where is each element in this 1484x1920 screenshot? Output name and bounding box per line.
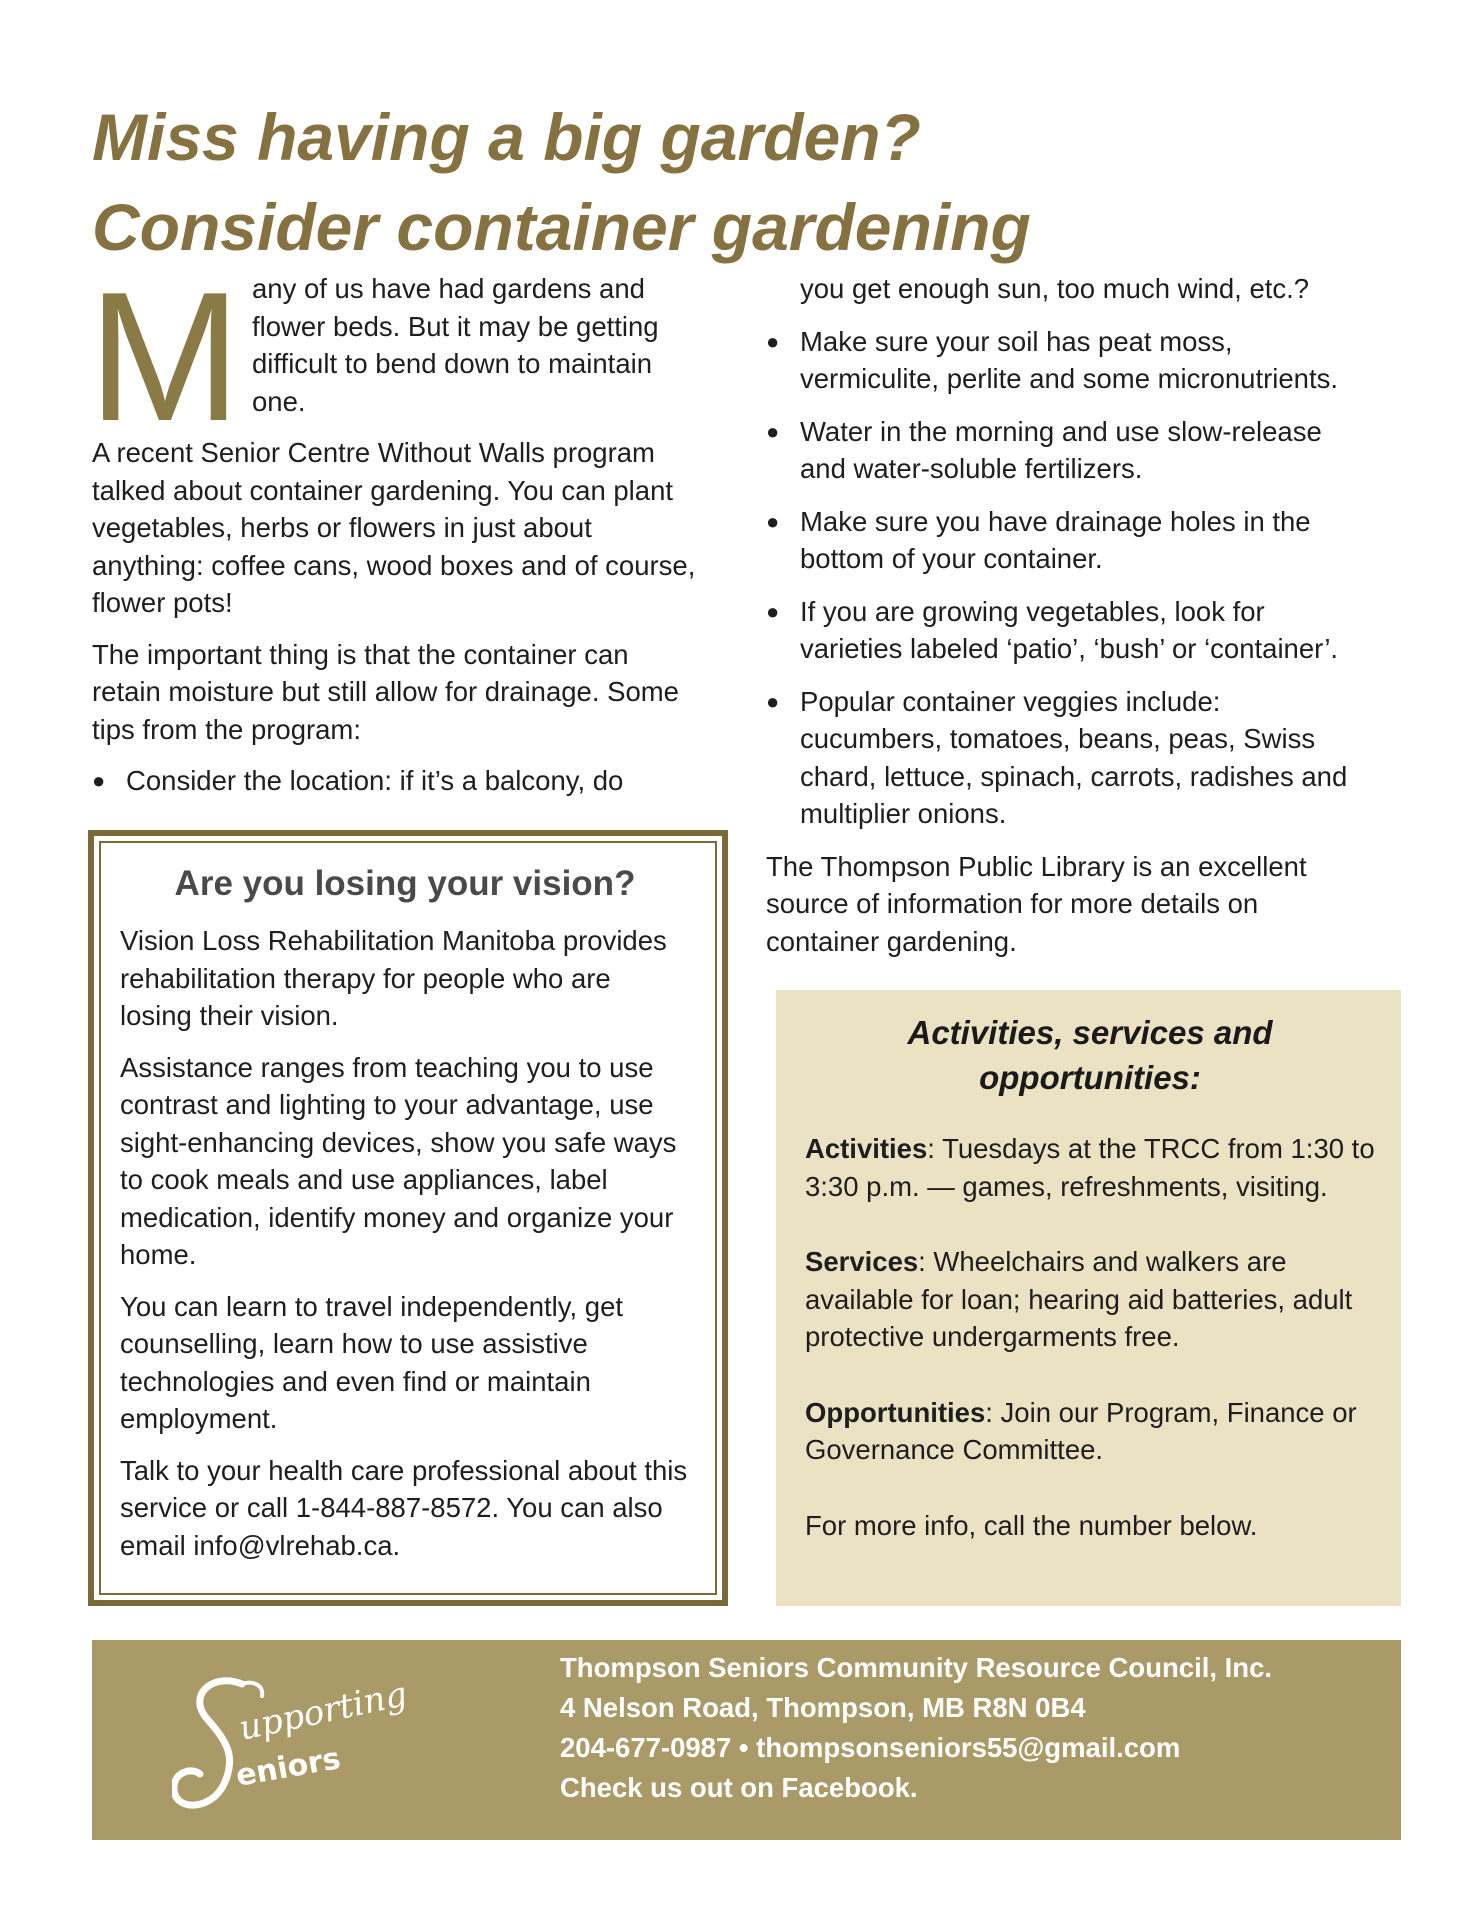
- article-paragraph-2: The important thing is that the container can retain moisture but still allow for drainage. Some tips from the program:: [92, 638, 679, 745]
- footer-contact-info: [560, 1648, 1380, 1808]
- list-item: [766, 683, 1366, 833]
- svg-text:eniors: eniors: [233, 1741, 344, 1794]
- tip-text: Make sure your soil has peat moss, vermiculite, perlite and some micronutrients.: [800, 325, 1338, 394]
- tip-1-end: you get enough sun, too much wind, etc.?: [800, 273, 1310, 304]
- tips-list: [766, 270, 1366, 833]
- vision-paragraph-4: Talk to your health care professional about this service or call 1-844-887-8572. You can also email info@vlrehab.ca.: [120, 1454, 688, 1561]
- vision-heading: Are you losing your vision?: [174, 864, 636, 903]
- tip-text: Water in the morning and use slow-release and water-soluble fertilizers.: [800, 415, 1322, 484]
- article-closing: The Thompson Public Library is an excellent source of information for more details on container gardening.: [766, 850, 1307, 957]
- bullet-icon: ●: [766, 328, 780, 354]
- list-item-continued: [766, 270, 1366, 308]
- footer-banner: [92, 1640, 1401, 1840]
- bullet-icon: ●: [92, 768, 106, 793]
- page-title: [92, 92, 1392, 272]
- footer-facebook: Check us out on Facebook.: [560, 1772, 918, 1803]
- activities-label: Activities: [805, 1133, 928, 1164]
- vision-paragraph-1: Vision Loss Rehabilitation Manitoba provides rehabilitation therapy for people who are losing their vision.: [120, 925, 667, 1031]
- tip-1-start: Consider the location: if it’s a balcony, do: [126, 765, 624, 796]
- article-left-column: [88, 253, 702, 815]
- article-right-column: [766, 270, 1366, 974]
- list-item: [766, 323, 1366, 398]
- title-line-1: Miss having a big garden?: [92, 100, 921, 174]
- intro-paragraph: [88, 253, 702, 459]
- intro-text: any of us have had gardens and flower beds. But it may be getting difficult to bend down to maintain one.: [252, 273, 659, 417]
- vision-sidebar: [88, 830, 728, 1606]
- activities-heading-line-2: opportunities:: [979, 1059, 1201, 1096]
- list-item: [766, 593, 1366, 668]
- footer-contact: 204-677-0987 • thompsonseniors55@gmail.com: [560, 1732, 1181, 1763]
- vision-paragraph-2: Assistance ranges from teaching you to use contrast and lighting to your advantage, use sight-enhancing devices, show you safe ways to cook meals and use appliances, label medication, identify money and organize your home.: [120, 1051, 677, 1270]
- more-info: For more info, call the number below.: [805, 1509, 1258, 1541]
- bullet-icon: ●: [766, 418, 780, 444]
- bullet-icon: ●: [766, 598, 780, 624]
- footer-organization: Thompson Seniors Community Resource Council, Inc.: [560, 1652, 1273, 1683]
- tip-text: Popular container veggies include: cucumbers, tomatoes, beans, peas, Swiss chard, lettuce, spinach, carrots, radishes and multiplier onions.: [800, 685, 1348, 829]
- footer-address: 4 Nelson Road, Thompson, MB R8N 0B4: [560, 1692, 1086, 1723]
- activities-sidebar: [776, 990, 1401, 1606]
- activities-text: : Tuesdays at the TRCC from 1:30 to 3:30 p.m. — games, refreshments, visiting.: [805, 1133, 1375, 1202]
- vision-content: [120, 862, 690, 1578]
- tips-list-start: [92, 762, 702, 800]
- activities-heading: [805, 1010, 1375, 1100]
- list-item: [766, 413, 1366, 488]
- services-item: [805, 1243, 1375, 1356]
- list-item: [766, 503, 1366, 578]
- bullet-icon: ●: [766, 688, 780, 714]
- activities-heading-line-1: Activities, services and: [907, 1014, 1273, 1051]
- opportunities-text: : Join our Program, Finance or Governance Committee.: [805, 1396, 1357, 1465]
- services-text: : Wheelchairs and walkers are available for loan; hearing aid batteries, adult protective undergarments free.: [805, 1246, 1353, 1352]
- title-line-2: Consider container gardening: [92, 190, 1031, 264]
- activities-item: [805, 1130, 1375, 1205]
- opportunities-item: [805, 1394, 1375, 1469]
- vision-paragraph-3: You can learn to travel independently, get counselling, learn how to use assistive technologies and even find or maintain employment.: [120, 1290, 624, 1434]
- tip-text: Make sure you have drainage holes in the bottom of your container.: [800, 505, 1311, 574]
- services-label: Services: [805, 1246, 919, 1277]
- bullet-icon: ●: [766, 508, 780, 534]
- opportunities-label: Opportunities: [805, 1396, 986, 1428]
- svg-text:upporting: upporting: [235, 1674, 411, 1749]
- drop-cap: M: [88, 253, 242, 459]
- activities-content: [805, 1010, 1375, 1582]
- tip-text: If you are growing vegetables, look for varieties labeled ‘patio’, ‘bush’ or ‘container’.: [800, 595, 1339, 664]
- article-paragraph-1: A recent Senior Centre Without Walls program talked about container gardening. You can plant vegetables, herbs or flowers in just about anything: coffee cans, wood boxes and of course, flower pots!: [92, 437, 696, 618]
- list-item: [92, 762, 702, 800]
- supporting-seniors-logo: [172, 1662, 422, 1822]
